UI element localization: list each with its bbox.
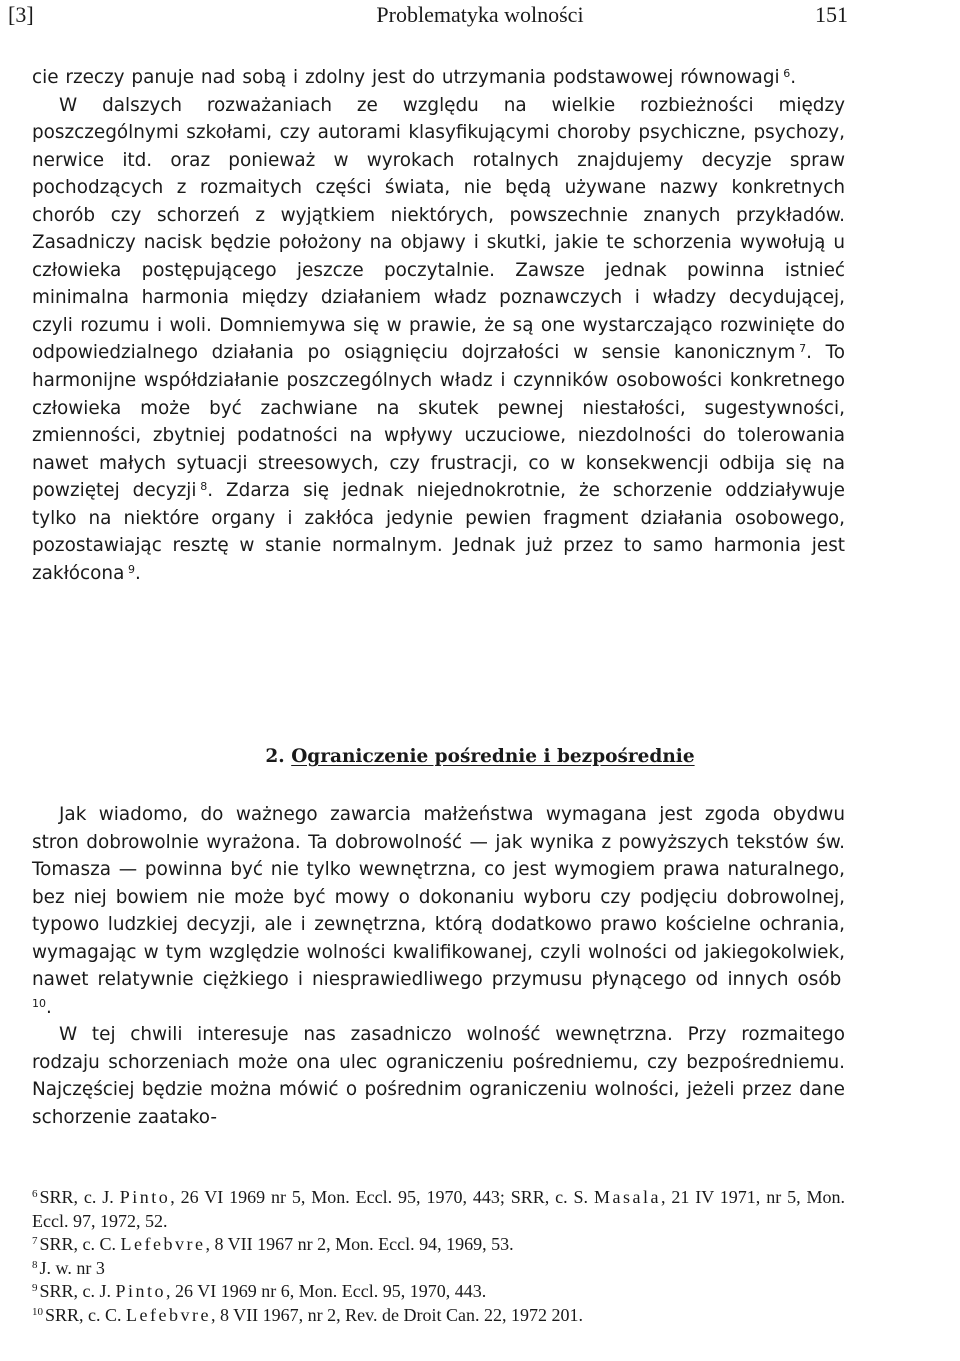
footnote-ref: 9 [128, 562, 136, 576]
footnote-text: SRR, c. C. [45, 1304, 127, 1325]
footnote-number: 8 [32, 1258, 38, 1271]
body-text-upper [32, 64, 845, 587]
footnote-text: , 8 VII 1967 nr 2, Mon. Eccl. 94, 1969, 53. [205, 1234, 514, 1255]
paragraph [32, 1021, 845, 1131]
footnote-text: , 21 IV 1971, nr 5, Mon. Eccl. 97, 1972, 52. [32, 1187, 846, 1231]
footnote-number: 10 [32, 1305, 43, 1318]
footnote-ref: 6 [783, 67, 791, 80]
chapter-marker: [3] [8, 2, 34, 27]
running-header [0, 0, 960, 40]
footnote-text: , 8 VII 1967, nr 2, Rev. de Droit Can. 22, 1972 201. [210, 1304, 583, 1325]
section-title: Ograniczenie pośrednie i bezpośrednie [291, 746, 695, 767]
paragraph-text: . [46, 996, 52, 1018]
paragraph-text: . [790, 67, 797, 88]
paragraph-text: . To harmonijne współdziałanie poszczególnych władz i czynników osobowości konkretnego człowieka może być zachwiane na skutek pewnej niestałości, sugestywności, zmienności, zbytniej podatności na wpływy uczuciowe, niezdolności do tolerowania nawet małych sytuacji streesowych, czy frustracji, co w konsekwencji odbija się na powziętej decyzji [32, 342, 845, 502]
footnotes [32, 1186, 845, 1328]
footnote [32, 1304, 845, 1328]
paragraph-continuation [32, 64, 845, 92]
footnote-ref: 8 [200, 480, 208, 494]
footnote-author: Masala [593, 1187, 661, 1207]
paragraph-text: . [135, 562, 141, 584]
footnote-author: Pinto [115, 1281, 167, 1302]
footnote-text: , 26 VI 1969 nr 6, Mon. Eccl. 95, 1970, 443. [166, 1281, 487, 1302]
footnote-author: Lefebvre [120, 1234, 206, 1255]
paragraph-text: W dalszych rozważaniach ze względu na wielkie rozbieżności między poszczególnymi szkołami, czy autorami klasyfikującymi choroby psychiczne, psychozy, nerwice itd. oraz ponieważ w wyrokach rotalnych znajdujemy decyzje spraw pochodzących z rozmaitych części świata, nie będą używane nazwy konkretnych chorób czy schorzeń z wyjątkiem niektórych, powszechnie znanych przykładów. Zasadniczy nacisk będzie położony na objawy i skutki, jakie te schorzenia wywołują u człowieka postępującego jeszcze poczytalnie. Zawsze jednak powinna istnieć minimalna harmonia między działaniem władz poznawczych i władzy decydującej, czyli rozumu i woli. Domniemywa się w prawie, że są one wystarczająco rozwinięte do odpowiedzialnego działania po osiągnięciu dojrzałości w sensie kanonicznym [32, 94, 845, 364]
footnote-text: J. w. nr 3 [39, 1257, 105, 1278]
paragraph-text: W tej chwili interesuje nas zasadniczo wolność wewnętrzna. Przy rozmaitego rodzaju schorzeniach może ona ulec ograniczeniu pośredniemu, czy bezpośredniemu. Najczęściej będzie można mówić o pośrednim ograniczeniu wolności, jeżeli przez dane schorzenie zaatako- [32, 1024, 845, 1129]
footnote-number: 7 [32, 1235, 38, 1248]
footnote-number: 9 [32, 1282, 38, 1295]
section-number: 2. [265, 746, 285, 767]
running-title: Problematyka wolności [376, 2, 584, 27]
paragraph-text: cie rzeczy panuje nad sobą i zdolny jest do utrzymania podstawowej równowagi [32, 67, 780, 88]
footnote-number: 6 [32, 1188, 38, 1200]
footnote-text: SRR, c. C. [39, 1234, 121, 1255]
section-heading [0, 746, 960, 767]
footnote [32, 1186, 845, 1233]
footnote [32, 1233, 845, 1257]
footnote-ref: 10 [32, 996, 46, 1010]
page-number: 151 [815, 2, 848, 27]
footnote-author: Pinto [119, 1187, 171, 1207]
paragraph-text: . Zdarza się jednak niejednokrotnie, że schorzenie oddziaływuje tylko na niektóre organy i zakłóca jedynie pewien fragment działania osobowego, pozostawiając resztę w stanie normalnym. Jednak już przez to samo harmonia jest zakłócona [32, 480, 845, 584]
footnote-text: SRR, c. J. [39, 1281, 116, 1302]
footnote-ref: 7 [799, 342, 807, 356]
paragraph [32, 801, 845, 1021]
body-text-lower [32, 801, 845, 1132]
footnote-text: , 26 VI 1969 nr 5, Mon. Eccl. 95, 1970, 443; SRR, c. S. [170, 1187, 594, 1207]
footnote [32, 1257, 845, 1281]
footnote-text: SRR, c. J. [39, 1187, 120, 1207]
footnote [32, 1280, 845, 1304]
paragraph [32, 92, 845, 588]
paragraph-text: Jak wiadomo, do ważnego zawarcia małżeństwa wymagana jest zgoda obydwu stron dobrowolnie wyrażona. Ta dobrowolność — jak wynika z powyższych tekstów św. Tomasza — powinna być nie tylko wewnętrzna, co jest wymogiem prawa naturalnego, bez niej bowiem nie może być mowy o dokonaniu wyboru czy podjęciu dobrowolnej, typowo ludzkiej decyzji, ale i zewnętrzna, którą dodatkowo prawo kościelne ochrania, wymagając w tym względzie wolności kwalifikowanej, czyli wolności od jakiegokolwiek, nawet relatywnie ciężkiego i niesprawiedliwego przymusu płynącego od innych osób [32, 804, 845, 991]
footnote-author: Lefebvre [126, 1304, 211, 1325]
